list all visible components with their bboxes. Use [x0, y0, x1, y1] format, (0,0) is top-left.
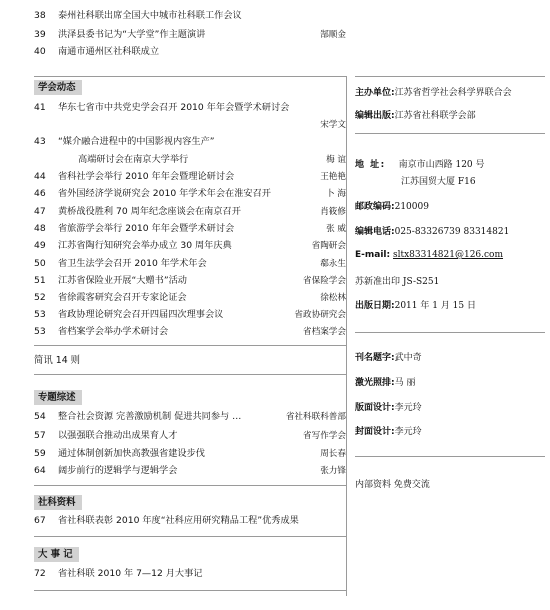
page-number: 38 — [34, 10, 46, 21]
toc-entry[interactable] — [34, 238, 346, 254]
toc-entry[interactable] — [34, 152, 346, 168]
entry-author: 郜顺金 — [320, 30, 346, 40]
entry-title: 华东七省市中共党史学会召开 2010 年年会暨学术研讨会 — [58, 102, 290, 113]
info-divider — [355, 133, 545, 134]
phone-line — [355, 224, 509, 237]
page-number: 43 — [34, 136, 46, 147]
toc-entry[interactable] — [34, 27, 346, 43]
entry-author: 宋学文 — [320, 120, 346, 130]
entry-author: 省保险学会 — [303, 276, 346, 286]
calligraphy-label: 刊名题字: — [355, 353, 395, 363]
entry-title: 省社科联表彰 2010 年度“社科应用研究精品工程”优秀成果 — [58, 515, 299, 526]
section-heading-zhuanti: 专题综述 — [34, 390, 82, 405]
entry-title: 省政协理论研究会召开四届四次理事会议 — [58, 309, 224, 320]
entry-author: 徐松林 — [320, 293, 346, 303]
info-divider — [355, 76, 545, 77]
date-label: 出版日期: — [355, 301, 395, 311]
page-number: 49 — [34, 240, 46, 251]
column-divider — [346, 76, 347, 596]
entry-title: 省徐霞客研究会召开专家论证会 — [58, 292, 187, 303]
section-heading-sheke: 社科资料 — [34, 495, 82, 510]
page-number: 41 — [34, 102, 46, 113]
page-number: 46 — [34, 188, 46, 199]
entry-title: 黄桥战役胜利 70 周年纪念座谈会在南京召开 — [58, 206, 241, 217]
section-heading-dashi: 大 事 记 — [34, 547, 79, 562]
cover-design-label: 封面设计: — [355, 427, 395, 437]
entry-author: 省政协研究会 — [294, 310, 346, 320]
toc-entry[interactable] — [34, 273, 346, 289]
page-number: 47 — [34, 206, 46, 217]
entry-author: 省档案学会 — [303, 327, 346, 337]
page-number: 51 — [34, 275, 46, 286]
sponsor-line — [355, 85, 512, 98]
toc-entry[interactable] — [34, 428, 346, 444]
entry-title: 江苏省陶行知研究会举办成立 30 周年庆典 — [58, 240, 232, 251]
page-number: 67 — [34, 515, 46, 526]
entry-title: 省科社学会举行 2010 年年会暨理论研讨会 — [58, 171, 235, 182]
toc-entry[interactable] — [34, 409, 346, 425]
page-number: 48 — [34, 223, 46, 234]
entry-title: 通过体制创新加快高教强省建设步伐 — [58, 448, 205, 459]
publication-info — [355, 0, 545, 610]
entry-author: 梅 谊 — [326, 155, 346, 165]
entry-author: 肖筱修 — [320, 207, 346, 217]
license-line — [355, 274, 439, 287]
entry-author: 张力锋 — [320, 466, 346, 476]
section-divider — [34, 76, 346, 77]
toc-entry[interactable] — [34, 186, 346, 202]
entry-author: 王艳艳 — [320, 172, 346, 182]
section-divider — [34, 345, 346, 346]
typesetting-value: 马 丽 — [394, 378, 416, 388]
phone-value: 025-83326739 83314821 — [394, 227, 510, 237]
entry-title: 南通市通州区社科联成立 — [58, 46, 160, 57]
toc-entry[interactable] — [34, 8, 346, 24]
sponsor-value: 江苏省哲学社会科学界联合会 — [394, 88, 512, 98]
table-of-contents — [34, 0, 346, 610]
address-value-1: 南京市山西路 120 号 — [398, 160, 485, 170]
entry-author: 张 威 — [326, 224, 346, 234]
toc-entry[interactable] — [34, 100, 346, 116]
internal-note — [355, 477, 430, 490]
entry-title: “媒介融合进程中的中国影视内容生产” — [58, 136, 215, 147]
address-line-2 — [401, 174, 476, 187]
entry-title: 省社科联 2010 年 7—12 月大事记 — [58, 568, 203, 579]
entry-title: 阔步前行的逻辑学与逻辑学会 — [58, 465, 178, 476]
date-line — [355, 298, 476, 311]
entry-author: 卜 海 — [326, 189, 346, 199]
toc-entry[interactable] — [34, 324, 346, 340]
cover-design-line — [355, 424, 422, 437]
cover-design-value: 李元玲 — [394, 427, 422, 437]
entry-title: 高端研讨会在南京大学举行 — [78, 154, 189, 165]
page-number: 72 — [34, 568, 46, 579]
page-number: 39 — [34, 29, 46, 40]
page-number: 50 — [34, 258, 46, 269]
email-link[interactable]: sltx83314821@126.com — [392, 250, 504, 260]
entry-author: 省陶研会 — [311, 241, 346, 251]
entry-title: 省旅游学会举行 2010 年年会暨学术研讨会 — [58, 223, 235, 234]
info-divider — [355, 456, 545, 457]
email-line — [355, 250, 503, 260]
calligraphy-value: 武中奇 — [394, 353, 422, 363]
typesetting-label: 激光照排: — [355, 378, 395, 388]
toc-entry[interactable] — [34, 513, 346, 529]
entry-title: 以强强联合推动出成果育人才 — [58, 430, 178, 441]
postcode-label: 邮政编码: — [355, 202, 395, 212]
entry-title: 省外国经济学说研究会 2010 年学术年会在淮安召开 — [58, 188, 271, 199]
section-heading-xuehui: 学会动态 — [34, 80, 82, 95]
toc-entry[interactable] — [34, 117, 346, 133]
toc-entry[interactable] — [34, 169, 346, 185]
toc-entry[interactable] — [34, 256, 346, 272]
section-divider — [34, 590, 346, 591]
postcode-value: 210009 — [394, 202, 429, 212]
date-value: 2011 年 1 月 15 日 — [394, 301, 476, 311]
toc-entry[interactable] — [34, 221, 346, 237]
page-number: 40 — [34, 46, 46, 57]
sponsor-label: 主办单位: — [355, 88, 395, 98]
entry-title: 洪泽县委书记为“大学堂”作主题演讲 — [58, 29, 206, 40]
toc-entry[interactable] — [34, 290, 346, 306]
toc-entry[interactable] — [34, 463, 346, 479]
entry-title: 整合社会资源 完善激励机制 促进共同参与 … — [58, 411, 242, 422]
page-number: 53 — [34, 326, 46, 337]
page-number: 53 — [34, 309, 46, 320]
section-divider — [34, 485, 346, 486]
entry-title: 省档案学会举办学术研讨会 — [58, 326, 169, 337]
page-number: 57 — [34, 430, 46, 441]
section-divider — [34, 374, 346, 375]
address-value-2: 江苏国贸大厦 F16 — [401, 177, 476, 187]
toc-entry[interactable] — [34, 44, 346, 60]
entry-author: 郗永生 — [320, 259, 346, 269]
page-number: 52 — [34, 292, 46, 303]
news-count: 简讯 14 则 — [34, 355, 81, 366]
license-value: 苏新准出印 JS-S251 — [355, 277, 440, 287]
entry-title: 省卫生法学会召开 2010 年学术年会 — [58, 258, 207, 269]
info-divider — [355, 332, 545, 333]
layout-design-value: 李元玲 — [394, 403, 422, 413]
page-number: 64 — [34, 465, 46, 476]
typesetting-line — [355, 375, 415, 388]
address-label: 地 址: — [355, 160, 386, 170]
editor-value: 江苏省社科联学会部 — [394, 111, 476, 121]
toc-entry[interactable] — [34, 204, 346, 220]
page-number: 44 — [34, 171, 46, 182]
postcode-line — [355, 199, 429, 212]
title-calligraphy-line — [355, 350, 422, 363]
section-divider — [34, 536, 346, 537]
toc-entry[interactable] — [34, 446, 346, 462]
toc-entry[interactable] — [34, 134, 346, 150]
phone-label: 编辑电话: — [355, 227, 395, 237]
email-label: E-mail: — [355, 250, 391, 260]
toc-entry[interactable] — [34, 307, 346, 323]
address-line — [355, 157, 485, 170]
entry-author: 省社科联科普部 — [285, 412, 346, 422]
toc-entry[interactable] — [34, 566, 346, 582]
internal-note-text: 内部资料 免费交流 — [355, 480, 430, 490]
layout-design-label: 版面设计: — [355, 403, 395, 413]
page-number: 54 — [34, 411, 46, 422]
editor-label: 编辑出版: — [355, 111, 395, 121]
entry-author: 省写作学会 — [303, 431, 346, 441]
entry-title: 江苏省保险业开展“大赠书”活动 — [58, 275, 187, 286]
editor-line — [355, 108, 476, 121]
entry-title: 泰州社科联出席全国大中城市社科联工作会议 — [58, 10, 242, 21]
entry-author: 周长春 — [320, 449, 346, 459]
layout-design-line — [355, 400, 422, 413]
page-number: 59 — [34, 448, 46, 459]
